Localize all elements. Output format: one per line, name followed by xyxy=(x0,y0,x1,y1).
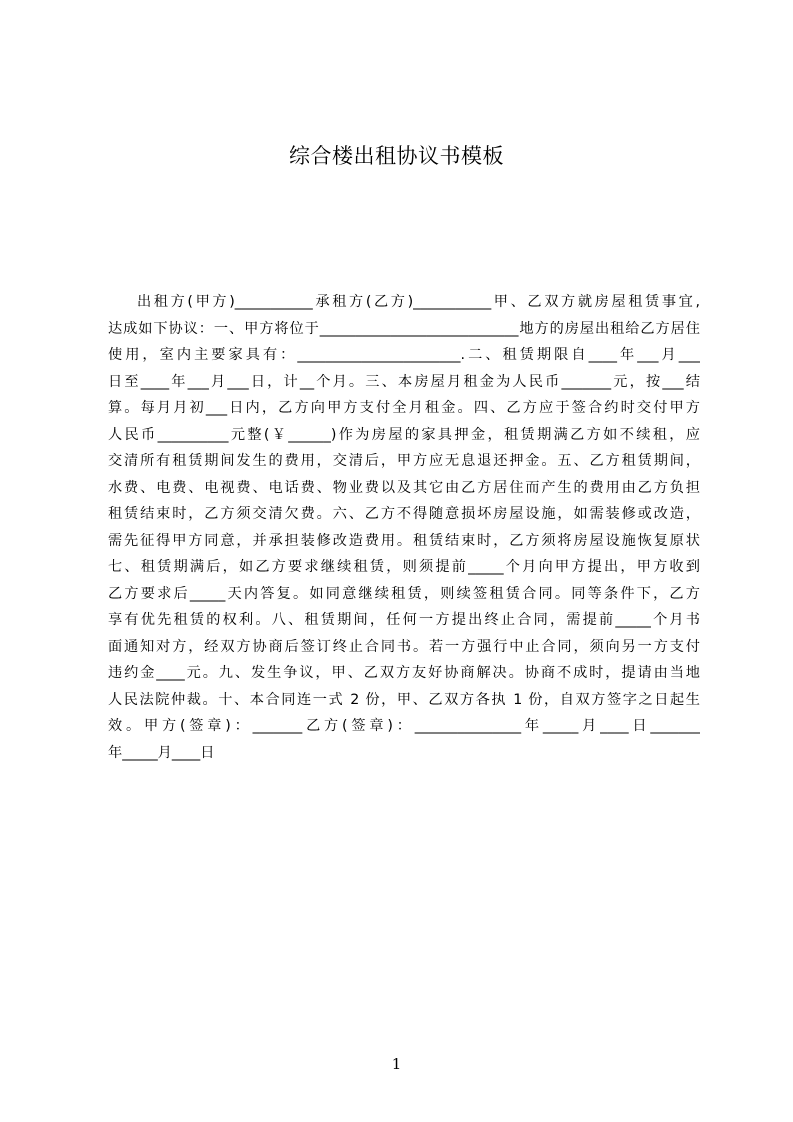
agreement-body xyxy=(108,289,700,766)
body-line: 享有优先租赁的权利。八、租赁期间，任何一方提出终止合同，需提前_____个月书 xyxy=(108,612,700,628)
body-line: 面通知对方，经双方协商后签订终止合同书。若一方强行中止合同，须向另一方支付 xyxy=(108,638,700,655)
body-line: 违约金____元。九、发生争议，甲、乙双方友好协商解决。协商不成时，提请由当地 xyxy=(108,665,700,681)
body-line: 使用，室内主要家具有：_______________________.二、租赁期限自____年___月___ xyxy=(108,347,700,363)
body-line: 乙方要求后_____天内答复。如同意继续租赁，则续签租赁合同。同等条件下，乙方 xyxy=(108,585,700,602)
body-line: 水费、电费、电视费、电话费、物业费以及其它由乙方居住而产生的费用由乙方负担 xyxy=(108,479,700,496)
body-line: 租赁结束时，乙方须交清欠费。六、乙方不得随意损坏房屋设施，如需装修或改造， xyxy=(108,506,700,522)
body-line: 日至____年___月___日，计__个月。三、本房屋月租金为人民币_______元，按___结 xyxy=(108,373,700,390)
page-number: 1 xyxy=(391,1055,402,1073)
body-line: 需先征得甲方同意，并承担装修改造费用。租赁结束时，乙方须将房屋设施恢复原状 xyxy=(108,532,700,549)
body-line: 交清所有租赁期间发生的费用，交清后，甲方应无息退还押金。五、乙方租赁期间， xyxy=(108,453,700,469)
body-line: 效。甲方(签章)：_______乙方(签章)：_______________年_____月____日_______ xyxy=(108,718,700,734)
body-line: 算。每月月初___日内，乙方向甲方支付全月租金。四、乙方应于签合约时交付甲方 xyxy=(108,400,700,416)
body-line: 年_____月____日 xyxy=(108,744,215,761)
document-title: 综合楼出租协议书模板 xyxy=(289,144,504,168)
body-line: 出租方(甲方)___________承租方(乙方)___________甲、乙双方就房屋租赁事宜, xyxy=(137,294,700,310)
body-line: 七、租赁期满后，如乙方要求继续租赁，则须提前_____个月向甲方提出，甲方收到 xyxy=(108,559,700,575)
body-line: 达成如下协议：一、甲方将位于____________________________地方的房屋出租给乙方居住 xyxy=(108,320,700,337)
body-line: 人民币__________元整(￥______)作为房屋的家具押金，租赁期满乙方如不续租，应 xyxy=(108,426,700,443)
body-line: 人民法院仲裁。十、本合同连一式 2 份，甲、乙双方各执 1 份，自双方签字之日起生 xyxy=(108,691,700,708)
